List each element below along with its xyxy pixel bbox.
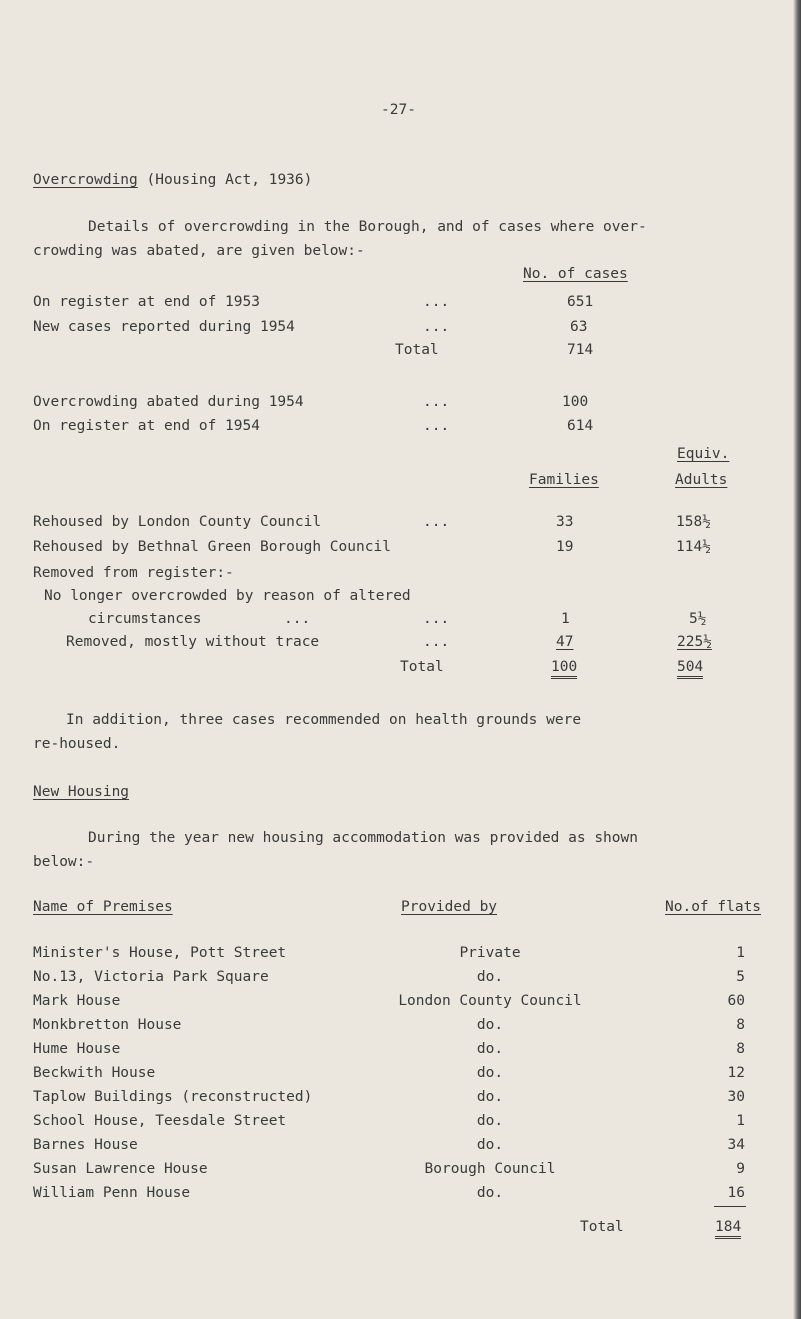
premises-name: Beckwith House [33,1065,156,1081]
no-longer-line2: circumstances [88,611,202,627]
new-housing-total-value: 184 [715,1219,741,1239]
premises-provider: do. [476,1017,504,1033]
premises-name: Monkbretton House [33,1017,182,1033]
row-label: On register at end of 1954 [33,418,260,434]
row-families: 47 [556,634,574,650]
rehoused-total-adults [677,658,703,676]
page-number: -27- [381,102,416,118]
premises-flats: 12 [727,1065,745,1081]
row-dots: ... [284,611,311,627]
row-dots: ... [423,611,450,627]
row-label: New cases reported during 1954 [33,319,295,335]
total-label: Total [395,342,439,358]
premises-flats: 1 [736,945,745,961]
premises-flats: 16 [727,1185,745,1201]
new-housing-intro-line1: During the year new housing accommodation was provided as shown [88,830,638,846]
row-value: 100 [562,394,589,410]
premises-flats: 30 [727,1089,745,1105]
row-label: On register at end of 1953 [33,294,260,310]
page-edge-shadow [793,0,801,1319]
premises-provider: do. [476,1089,504,1105]
row-adults: 5½ [689,611,707,627]
premises-flats: 8 [736,1017,745,1033]
new-housing-intro-line2: below:- [33,854,95,870]
rehoused-total-adults-value: 504 [677,659,703,679]
removed-trace-label: Removed, mostly without trace [66,634,320,650]
col-header-premises: Name of Premises [33,899,173,915]
row-label: Rehoused by London County Council [33,514,322,530]
row-adults: 114½ [676,539,711,555]
col-header-flats: No.of flats [665,899,762,915]
premises-provider: do. [476,1065,504,1081]
row-label: Overcrowding abated during 1954 [33,394,304,410]
rehoused-total-families-value: 100 [551,659,577,679]
row-dots: ... [423,394,450,410]
premises-name: William Penn House [33,1185,191,1201]
sum-rule [714,1206,746,1207]
premises-flats: 9 [736,1161,745,1177]
premises-flats: 1 [736,1113,745,1129]
row-families: 1 [561,611,570,627]
premises-provider: Borough Council [424,1161,556,1177]
overcrowding-heading [33,171,312,189]
premises-name: Susan Lawrence House [33,1161,208,1177]
row-dots: ... [423,294,450,310]
premises-flats: 5 [736,969,745,985]
premises-name: Taplow Buildings (reconstructed) [33,1089,313,1105]
premises-provider: do. [476,1137,504,1153]
new-housing-total [715,1218,741,1236]
premises-flats: 60 [727,993,745,1009]
new-housing-total-label: Total [580,1219,624,1235]
premises-provider: do. [476,1113,504,1129]
row-families: 33 [556,514,574,530]
row-dots: ... [423,514,450,530]
premises-provider: do. [476,969,504,985]
row-dots: ... [423,319,450,335]
premises-name: School House, Teesdale Street [33,1113,287,1129]
row-value: 63 [570,319,588,335]
row-value: 614 [567,418,594,434]
premises-name: Hume House [33,1041,121,1057]
rehoused-total-families [551,658,577,676]
premises-name: Barnes House [33,1137,138,1153]
premises-name: Mark House [33,993,121,1009]
addition-line2: re-housed. [33,736,121,752]
premises-flats: 8 [736,1041,745,1057]
col-header-families: Families [529,472,599,488]
premises-flats: 34 [727,1137,745,1153]
row-label: Rehoused by Bethnal Green Borough Council [33,539,391,555]
overcrowding-intro-line2: crowding was abated, are given below:- [33,243,365,259]
rehoused-total-label: Total [400,659,444,675]
premises-name: Minister's House, Pott Street [33,945,287,961]
overcrowding-heading-main: Overcrowding [33,172,138,188]
col-header-equiv-1: Equiv. [677,446,730,462]
row-value: 651 [567,294,594,310]
row-dots: ... [423,418,450,434]
premises-provider: Private [459,945,521,961]
col-header-equiv-2: Adults [675,472,728,488]
col-header-cases: No. of cases [523,266,628,282]
total-value: 714 [567,342,594,358]
overcrowding-intro-line1: Details of overcrowding in the Borough, and of cases where over- [88,219,647,235]
row-adults: 225½ [677,634,712,650]
no-longer-line1: No longer overcrowded by reason of altered [44,588,411,604]
new-housing-heading: New Housing [33,784,130,800]
row-dots: ... [423,634,450,650]
col-header-provided: Provided by [401,899,498,915]
addition-line1: In addition, three cases recommended on health grounds were [66,712,582,728]
premises-provider: London County Council [398,993,582,1009]
overcrowding-heading-act: (Housing Act, 1936) [146,172,313,188]
row-adults: 158½ [676,514,711,530]
premises-name: No.13, Victoria Park Square [33,969,269,985]
row-families: 19 [556,539,574,555]
premises-provider: do. [476,1185,504,1201]
premises-provider: do. [476,1041,504,1057]
removed-label: Removed from register:- [33,565,234,581]
